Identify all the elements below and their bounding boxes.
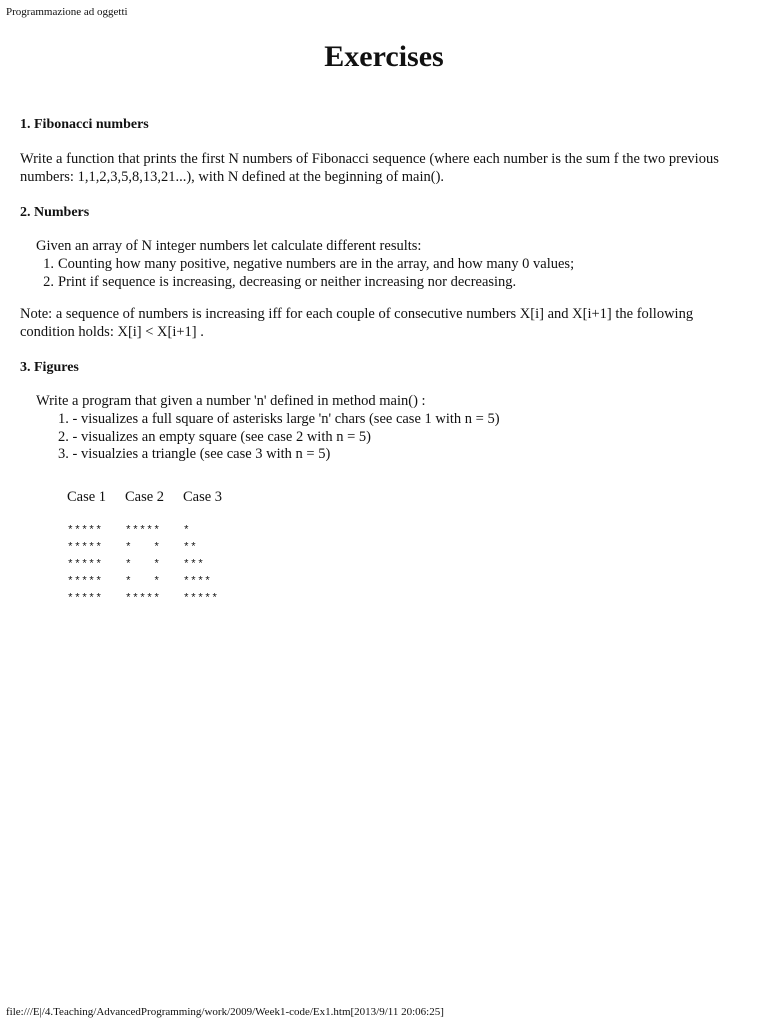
figures-task-list [58, 411, 768, 464]
case-figure: ***** * * * * * * ***** [125, 525, 161, 605]
footer-file-path: file:///E|/4.Teaching/AdvancedProgramming/work/2009/Week1-code/Ex1.htm[2013/9/11 20:06:25] [6, 1006, 444, 1018]
section-heading-numbers: 2. Numbers [20, 205, 90, 220]
case-label: Case 1 [67, 489, 107, 505]
case-label: Case 2 [125, 489, 165, 505]
increasing-note: Note: a sequence of numbers is increasing iff for each couple of consecutive numbers X[i] and X[i+1] the following condition holds: X[i] < X[i+1] . [20, 306, 694, 340]
figures-intro: Write a program that given a number 'n' defined in method main() : [36, 393, 426, 409]
case-2 [125, 489, 185, 608]
case-label: Case 3 [183, 489, 223, 505]
fibonacci-description: Write a function that prints the first N numbers of Fibonacci sequence (where each number is the sum f the two previous numbers: 1,1,2,3,5,8,13,21...), with N defined at the beginning of main(). [20, 151, 719, 185]
list-item: 2. - visualizes an empty square (see case 2 with n = 5) [58, 428, 371, 445]
list-item-text: Counting how many positive, negative numbers are in the array, and how many 0 values; [58, 256, 575, 272]
list-item: 1. Counting how many positive, negative numbers are in the array, and how many 0 values; [43, 256, 575, 272]
page-title: Exercises [324, 40, 444, 73]
numbers-intro: Given an array of N integer numbers let calculate different results: [36, 238, 422, 254]
case-3 [183, 489, 243, 608]
list-item: 3. - visualzies a triangle (see case 3 with n = 5) [58, 446, 331, 462]
section-heading-figures: 3. Figures [20, 360, 79, 375]
case-1 [67, 489, 127, 608]
section-heading-fibonacci: 1. Fibonacci numbers [20, 117, 149, 132]
case-figure: * ** *** **** ***** [183, 525, 219, 605]
list-item: 2. Print if sequence is increasing, decreasing or neither increasing nor decreasing. [43, 273, 517, 290]
running-header-title: Programmazione ad oggetti [6, 6, 128, 18]
list-item-text: Print if sequence is increasing, decreasing or neither increasing nor decreasing. [58, 273, 517, 290]
numbers-task-list [36, 256, 574, 291]
list-item: 1. - visualizes a full square of asterisks large 'n' chars (see case 1 with n = 5) [58, 411, 500, 427]
case-figure: ***** ***** ***** ***** ***** [67, 525, 103, 605]
